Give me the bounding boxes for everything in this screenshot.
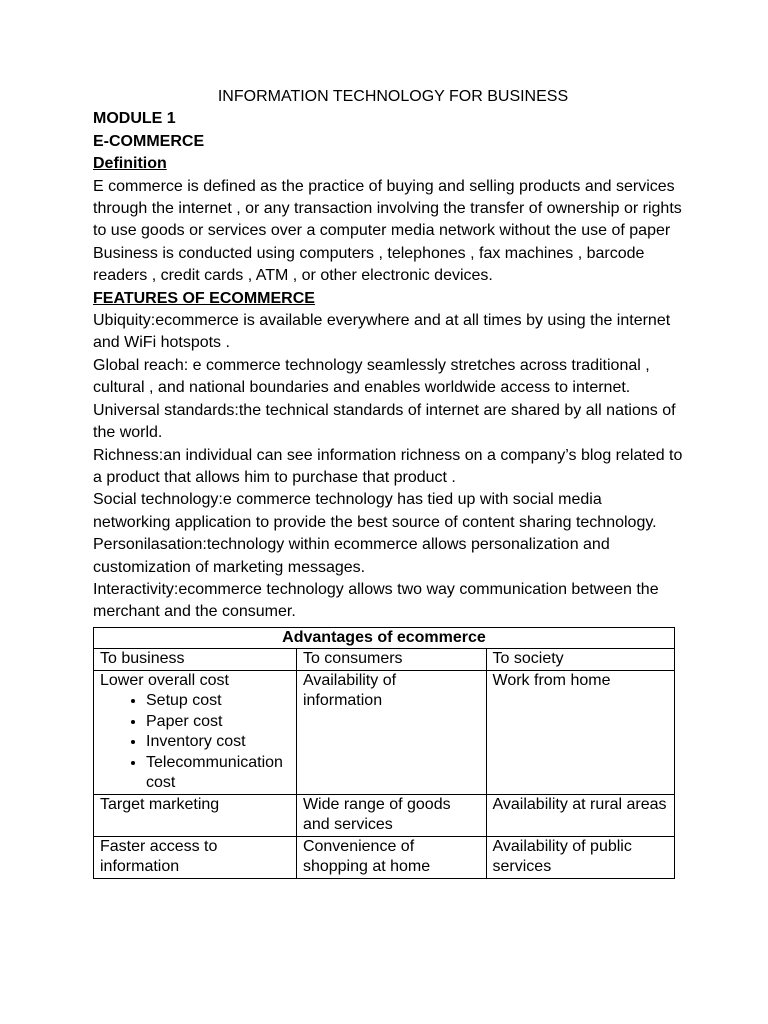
- column-header-consumers: To consumers: [296, 649, 486, 671]
- bullet-item: • Paper cost: [146, 712, 290, 733]
- table-row: [94, 836, 675, 878]
- table-row: [94, 794, 675, 836]
- feature-universal-standards: Universal standards:the technical standards of internet are shared by all nations of the world.: [93, 401, 676, 442]
- definition-heading: Definition: [93, 155, 167, 173]
- cell-text: Lower overall cost: [100, 671, 229, 689]
- table-row: [94, 670, 675, 794]
- table-cell-consumers: Convenience of shopping at home: [296, 836, 486, 878]
- feature-social-technology: Social technology:e commerce technology has tied up with social media networking application to provide the best source of content sharing technology.: [93, 491, 657, 531]
- feature-richness: Richness:an individual can see information richness on a company’s blog related to a product that allows him to purchase that product .: [93, 446, 683, 486]
- table-cell-society: Work from home: [486, 670, 674, 794]
- column-header-business: To business: [94, 649, 297, 671]
- features-heading: FEATURES OF ECOMMERCE: [93, 289, 315, 307]
- table-cell-society: Availability at rural areas: [486, 794, 674, 836]
- bullet-item: • Inventory cost: [146, 732, 290, 753]
- table-cell-business: [94, 670, 297, 794]
- column-header-society: To society: [486, 649, 674, 671]
- module-heading: MODULE 1: [93, 110, 176, 128]
- topic-heading: E-COMMERCE: [93, 132, 205, 150]
- feature-personalisation: Personilasation:technology within ecommerce allows personalization and customization of marketing messages.: [93, 536, 610, 576]
- cost-bullet-list: [100, 691, 290, 794]
- table-header-row: [94, 649, 675, 671]
- definition-paragraph: Business is conducted using computers , telephones , fax machines , barcode readers , credit cards , ATM , or other electronic devices.: [93, 244, 645, 285]
- table-cell-business: Faster access to information: [94, 836, 297, 878]
- feature-global-reach: Global reach: e commerce technology seamlessly stretches across traditional , cultural , and national boundaries and enables worldwide access to internet.: [93, 356, 650, 397]
- table-cell-society: Availability of public services: [486, 836, 674, 878]
- bullet-item: • Setup cost: [146, 691, 290, 712]
- table-cell-consumers: Availability of information: [296, 670, 486, 794]
- bullet-item: • Telecommunication cost: [146, 753, 290, 794]
- table-caption-row: [94, 627, 675, 649]
- definition-paragraph: E commerce is defined as the practice of buying and selling products and services through the internet , or any transaction involving the transfer of ownership or rights to use goods or services over a computer media network without the use of paper: [93, 177, 682, 240]
- advantages-table: [93, 627, 675, 879]
- table-cell-business: Target marketing: [94, 794, 297, 836]
- table-caption: Advantages of ecommerce: [94, 627, 675, 649]
- feature-interactivity: Interactivity:ecommerce technology allows two way communication between the merchant and the consumer.: [93, 580, 659, 621]
- feature-ubiquity: Ubiquity:ecommerce is available everywhere and at all times by using the internet and WiFi hotspots .: [93, 312, 671, 352]
- document-title: INFORMATION TECHNOLOGY FOR BUSINESS: [217, 88, 569, 105]
- table-cell-consumers: Wide range of goods and services: [296, 794, 486, 836]
- document-body: [93, 86, 683, 879]
